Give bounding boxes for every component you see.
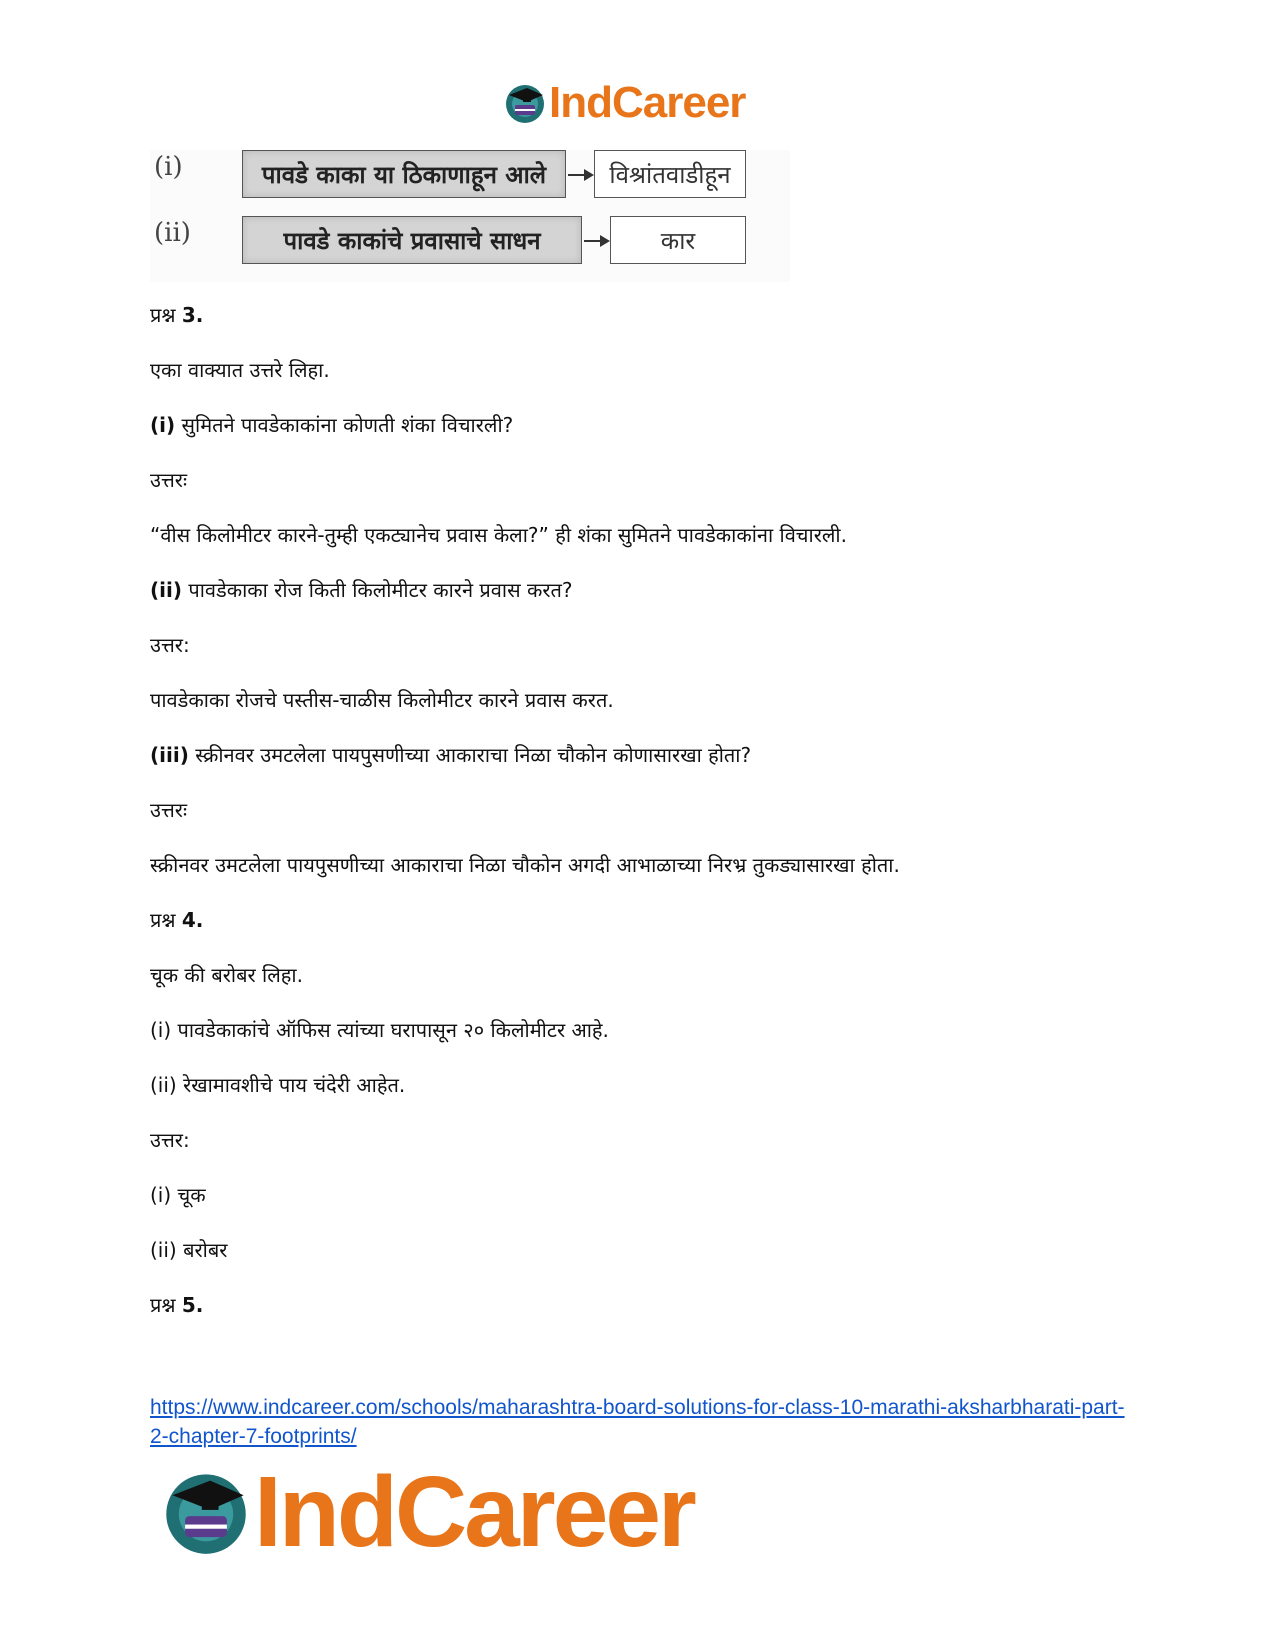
answer-4-i: (i) चूक [150,1183,206,1207]
source-url-link[interactable]: https://www.indcareer.com/schools/maharashtra-board-solutions-for-class-10-marathi-aksharbharati-part-2-chapter-7-footprints/ [150,1396,1125,1448]
answer-label-3: उत्तरः [150,798,187,822]
question-4-instruction: चूक की बरोबर लिहा. [150,963,303,987]
answer-label-2: उत्तर: [150,633,190,657]
logo-wordmark: IndCareer [254,1455,694,1568]
question-3-instruction: एका वाक्यात उत्तरे लिहा. [150,358,330,382]
question-4-i: (i) पावडेकाकांचे ऑफिस त्यांच्या घरापासून २० किलोमीटर आहे. [150,1018,609,1042]
diagram-row-1-question: पावडे काका या ठिकाणाहून आले [242,150,566,198]
diagram-row-1-answer: विश्रांतवाडीहून [594,150,746,198]
diagram-row-2-arrow [584,240,608,242]
answer-label-4: उत्तर: [150,1128,190,1152]
logo-wordmark: IndCareer [549,78,746,127]
answer-4-ii: (ii) बरोबर [150,1238,228,1262]
question-3-ii: (ii) पावडेकाका रोज किती किलोमीटर कारने प्रवास करत? [150,578,573,602]
graduation-cap-logo-icon [503,81,547,125]
answer-1: “वीस किलोमीटर कारने-तुम्ही एकट्यानेच प्रवास केला?” ही शंका सुमितने पावडेकाकांना विचारली. [150,523,847,547]
document-body [150,300,1150,1345]
question-4-ii: (ii) रेखामावशीचे पाय चंदेरी आहेत. [150,1073,406,1097]
question-4-heading: प्रश्न 4. [150,908,204,932]
diagram-row-2-number: (ii) [154,218,191,248]
diagram-row-1-number: (i) [154,152,183,182]
flow-diagram [150,150,790,282]
footer-logo [160,1455,694,1568]
graduation-cap-logo-icon [160,1466,252,1558]
diagram-row-2-question: पावडे काकांचे प्रवासाचे साधन [242,216,582,264]
question-5-heading: प्रश्न 5. [150,1293,204,1317]
question-3-heading: प्रश्न 3. [150,303,204,327]
question-3-i: (i) सुमितने पावडेकाकांना कोणती शंका विचारली? [150,413,514,437]
diagram-row-1-arrow [568,174,592,176]
diagram-row-2-answer: कार [610,216,746,264]
answer-label-1: उत्तरः [150,468,187,492]
answer-2: पावडेकाका रोजचे पस्तीस-चाळीस किलोमीटर कारने प्रवास करत. [150,688,614,712]
answer-3: स्क्रीनवर उमटलेला पायपुसणीच्या आकाराचा निळा चौकोन अगदी आभाळाच्या निरभ्र तुकड्यासारखा होता. [150,853,900,877]
header-logo [503,78,745,128]
question-3-iii: (iii) स्क्रीनवर उमटलेला पायपुसणीच्या आकाराचा निळा चौकोन कोणासारखा होता? [150,743,752,767]
